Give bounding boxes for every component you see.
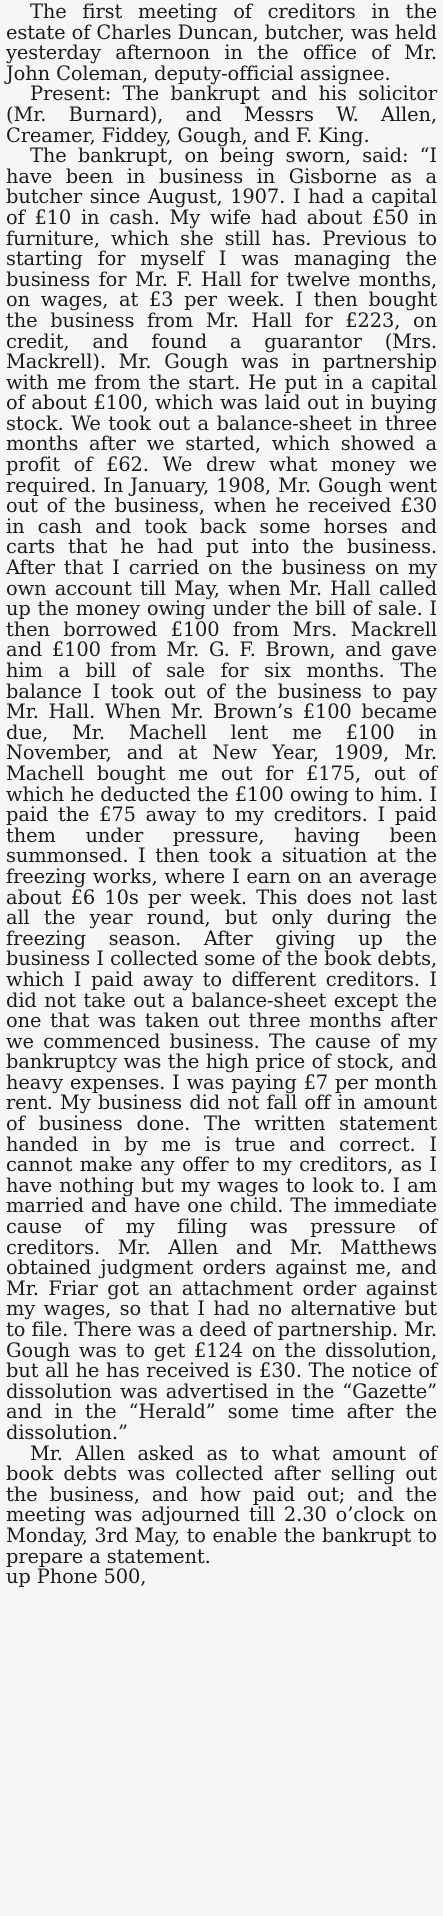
article-paragraph-2: Present: The bankrupt and his solicitor (Mr. Burnard), and Messrs W. Allen, Creamer, Fiddey, Gough, and F. King. [6, 82, 437, 147]
article-paragraph-1: The first meeting of creditors in the estate of Charles Duncan, butcher, was held yesterday afternoon in the office of Mr. John Coleman, deputy-official assignee. [6, 0, 437, 85]
footer-fragment: up Phone 500, [6, 1565, 147, 1589]
article-column [6, 2, 437, 1588]
article-paragraph-3: The bankrupt, on being sworn, said: “I have been in business in Gisborne as a butcher since August, 1907. I had a capital of £10 in cash. My wife had about £50 in furniture, which she still has. Previous to starting for myself I was managing the business for Mr. F. Hall for twelve months, on wages, at £3 per week. I then bought the business from Mr. Hall for £223, on credit, and found a guarantor (Mrs. Mackrell). Mr. Gough was in partnership with me from the start. He put in a capital of about £100, which was laid out in buying stock. We took out a balance-sheet in three months after we started, which showed a profit of £62. We drew what money we required. In January, 1908, Mr. Gough went out of the business, when he received £30 in cash and took back some horses and carts that he had put into the business. After that I carried on the business on my own account till May, when Mr. Hall called up the money owing under the bill of sale. I then borrowed £100 from Mrs. Mackrell and £100 from Mr. G. F. Brown, and gave him a bill of sale for six months. The balance I took out of the business to pay Mr. Hall. When Mr. Brown’s £100 became due, Mr. Machell lent me £100 in November, and at New Year, 1909, Mr. Machell bought me out for £175, out of which he deducted the £100 owing to him. I paid the £75 away to my creditors. I paid them under pressure, having been summonsed. I then took a situation at the freezing works, where I earn on an average about £6 10s per week. This does not last all the year round, but only during the freezing season. After giving up the business I collected some of the book debts, which I paid away to different creditors. I did not take out a balance-sheet except the one that was taken out three months after we commenced business. The cause of my bankruptcy was the high price of stock, and heavy expenses. I was paying £7 per month rent. My business did not fall off in amount of business done. The written statement handed in by me is true and correct. I cannot make any offer to my creditors, as I have nothing but my wages to look to. I am married and have one child. The immediate cause of my filing was pressure of creditors. Mr. Allen and Mr. Matthews obtained judgment orders against me, and Mr. Friar got an attachment order against my wages, so that I had no alternative but to file. There was a deed of partnership. Mr. Gough was to get £124 on the dissolution, but all he has received is £30. The notice of dissolution was advertised in the “Gazette” and in the “Herald” some time after the dissolution.” [6, 144, 437, 1444]
article-paragraph-4: Mr. Allen asked as to what amount of book debts was collected after selling out the business, and how paid out; and the meeting was adjourned till 2.30 o’clock on Monday, 3rd May, to enable the bankrupt to prepare a statement. [6, 1441, 437, 1568]
